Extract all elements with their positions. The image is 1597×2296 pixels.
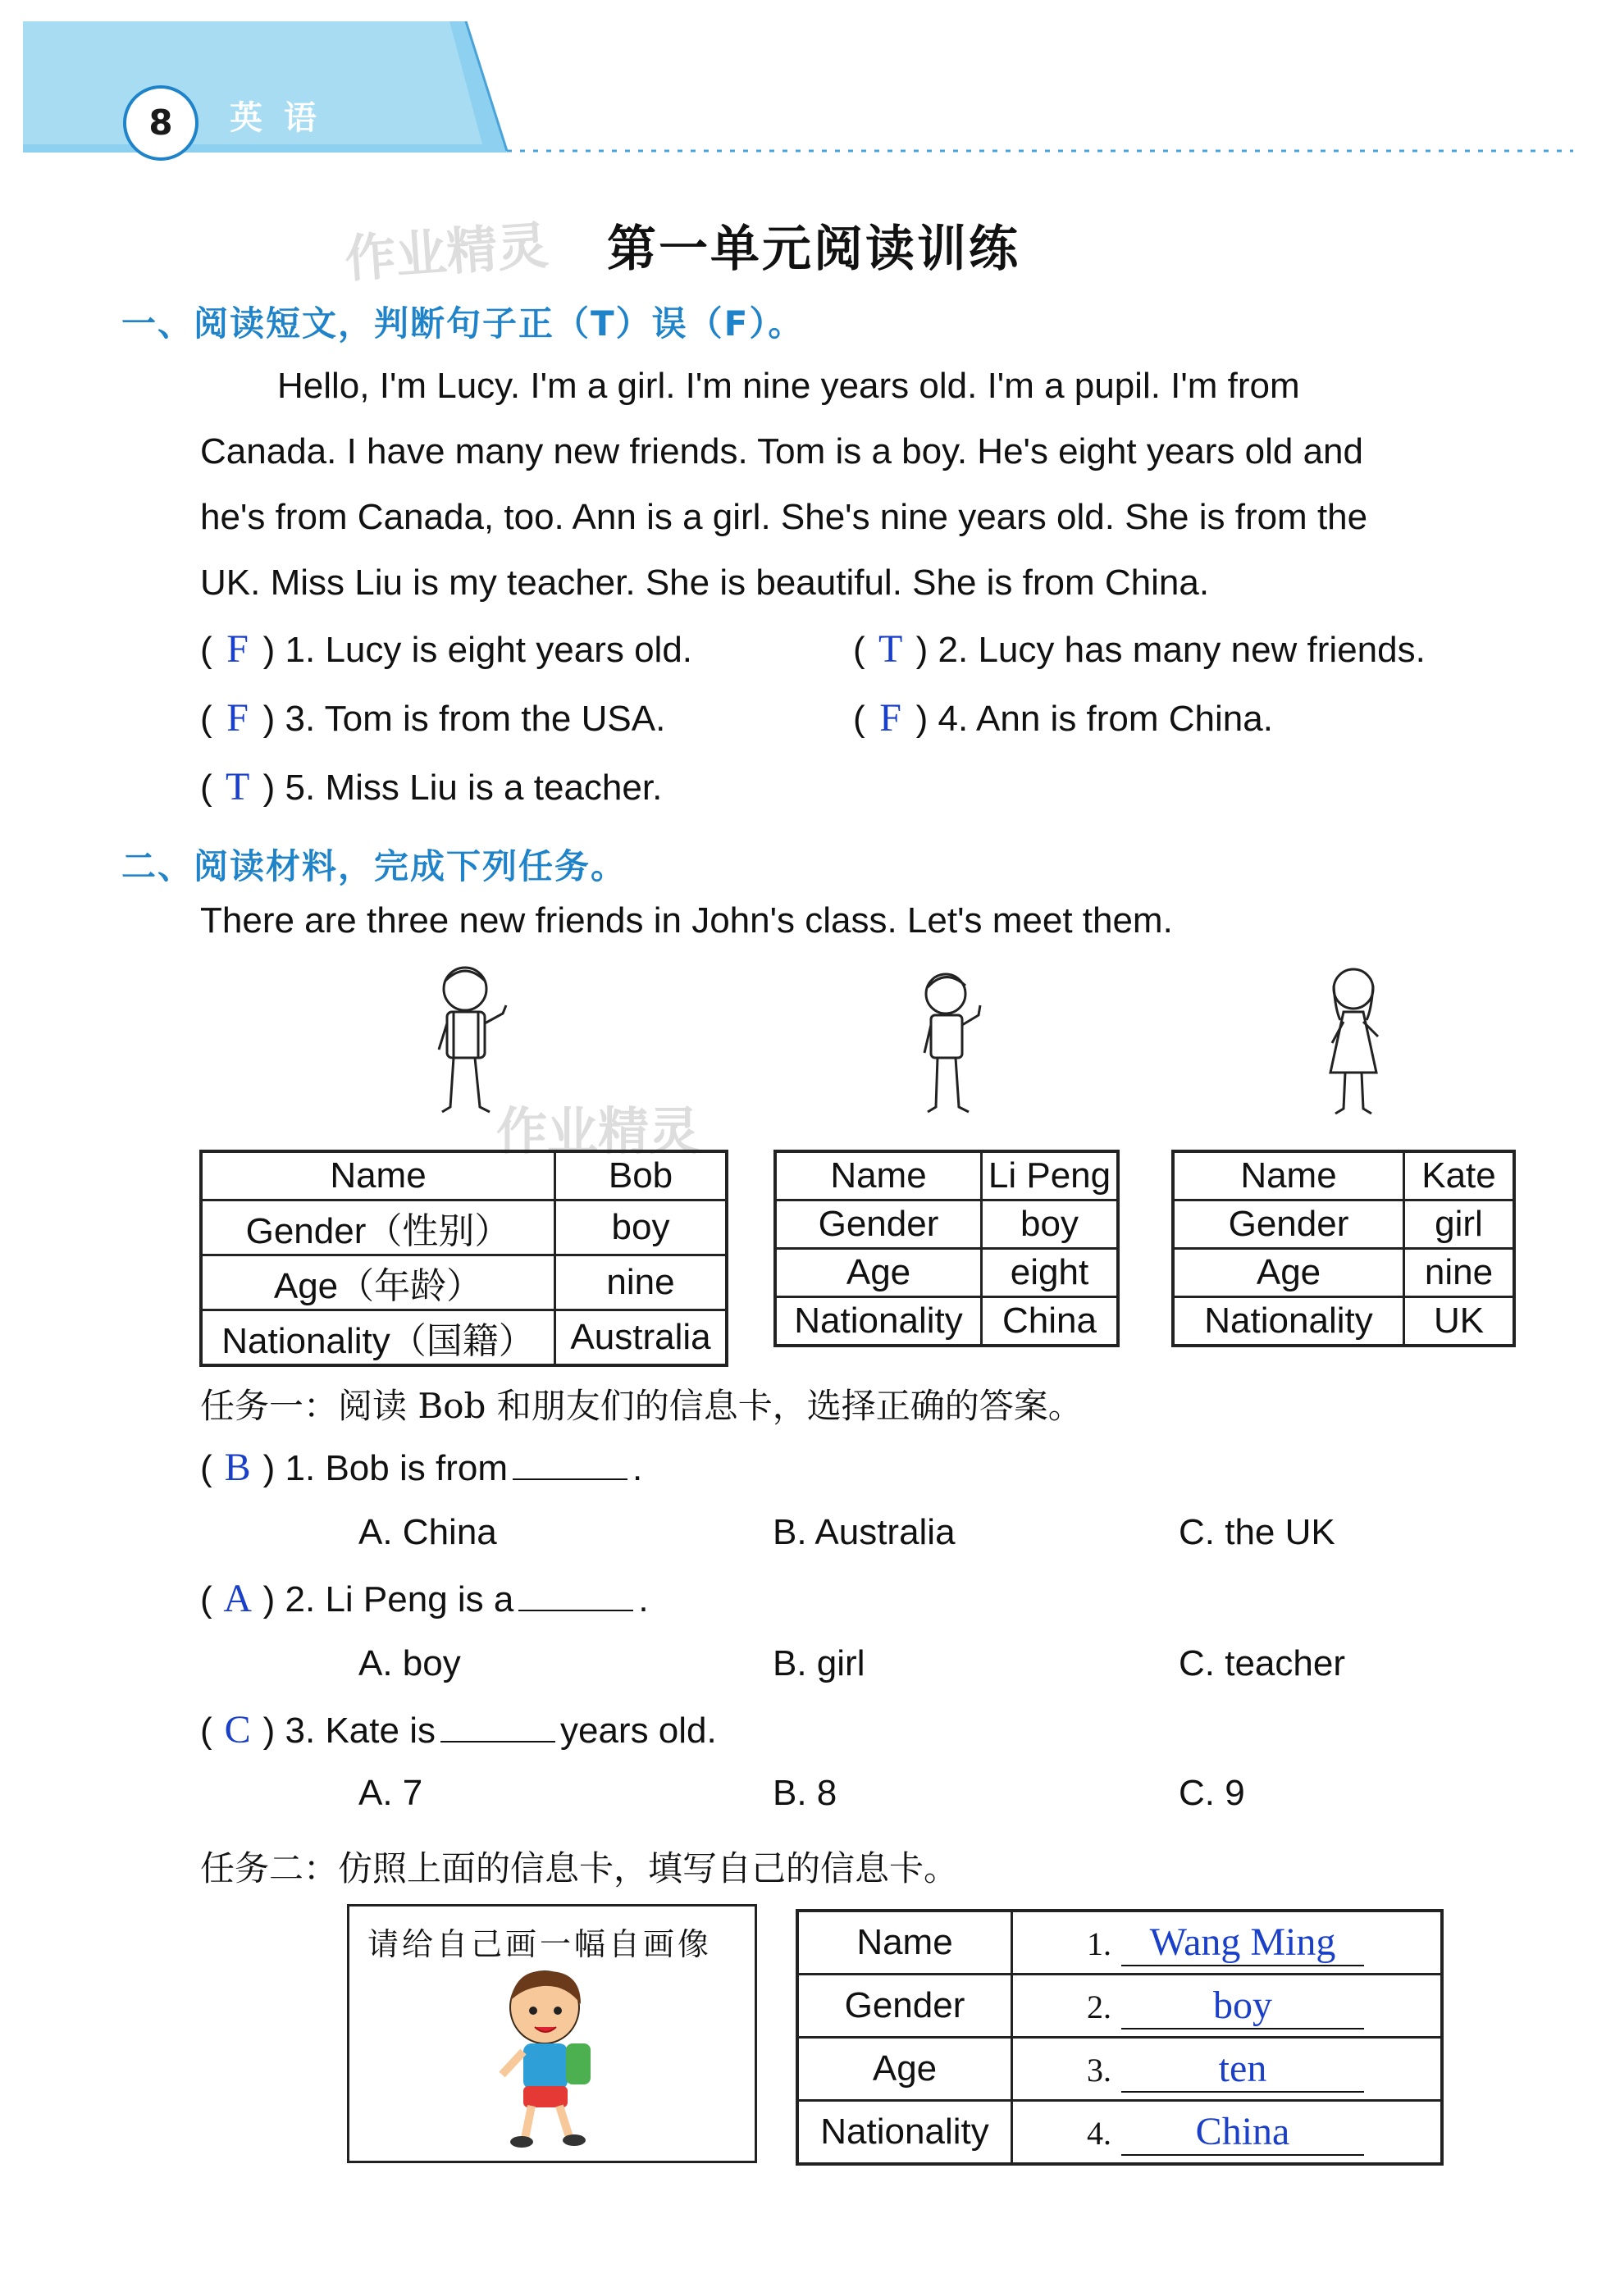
boy-figure-li-peng <box>906 968 997 1123</box>
card-value: China <box>982 1297 1119 1346</box>
my-info-value: boy <box>1121 1983 1364 2029</box>
option: C. teacher <box>1179 1643 1345 1683</box>
option: C. 9 <box>1179 1773 1245 1813</box>
passage-line: UK. Miss Liu is my teacher. She is beautiful. She is from China. <box>200 563 1210 603</box>
intro-text: There are three new friends in John's class. Let's meet them. <box>200 900 1173 941</box>
option: A. 7 <box>358 1773 423 1813</box>
answer-blank <box>518 1582 633 1611</box>
tf-question: ( T ) 5. Miss Liu is a teacher. <box>200 765 663 809</box>
card-value: boy <box>982 1200 1119 1249</box>
passage-line: he's from Canada, too. Ann is a girl. She's nine years old. She is from the <box>200 497 1368 537</box>
answer-mark: B <box>224 1446 251 1489</box>
card-label: Nationality <box>1173 1297 1404 1346</box>
self-portrait-label: 请给自己画一幅自画像 <box>367 1926 713 1962</box>
tf-question: ( F ) 4. Ann is from China. <box>853 696 1273 740</box>
boy-figure-bob <box>414 959 521 1123</box>
card-value: Li Peng <box>982 1151 1119 1200</box>
info-card-li-peng <box>773 1150 1120 1347</box>
my-info-label: Name <box>797 1911 1012 1975</box>
task-label: 任务一：阅读 Bob 和朋友们的信息卡，选择正确的答案。 <box>200 1386 1083 1426</box>
card-label: Nationality（国籍） <box>201 1310 555 1366</box>
answer-mark: F <box>226 627 249 671</box>
task-label: 任务二：仿照上面的信息卡，填写自己的信息卡。 <box>200 1848 959 1888</box>
card-label: Age <box>775 1249 982 1297</box>
option: A. China <box>358 1512 497 1552</box>
card-label: Gender <box>775 1200 982 1249</box>
option: B. Australia <box>773 1512 956 1552</box>
my-info-value: Wang Ming <box>1121 1920 1364 1966</box>
info-card-bob <box>199 1150 728 1367</box>
tf-question: ( F ) 1. Lucy is eight years old. <box>200 627 693 671</box>
card-label: Name <box>775 1151 982 1200</box>
card-value: Kate <box>1404 1151 1515 1200</box>
card-value: nine <box>555 1255 728 1310</box>
passage-line: Hello, I'm Lucy. I'm a girl. I'm nine years old. I'm a pupil. I'm from <box>277 366 1300 406</box>
my-info-label: Age <box>797 2038 1012 2101</box>
page-title: 第一单元阅读训练 <box>607 221 1020 278</box>
card-value: nine <box>1404 1249 1515 1297</box>
option: C. the UK <box>1179 1512 1335 1552</box>
mc-question: ( B ) 1. Bob is from . <box>200 1446 643 1489</box>
card-label: Name <box>201 1151 555 1200</box>
answer-mark: A <box>223 1577 252 1620</box>
mc-question: ( C ) 3. Kate is years old. <box>200 1708 717 1752</box>
passage-line: Canada. I have many new friends. Tom is a boy. He's eight years old and <box>200 431 1363 472</box>
mc-question: ( A ) 2. Li Peng is a . <box>200 1577 649 1620</box>
subject-label: 英 语 <box>230 99 322 137</box>
watermark: 作业精灵 <box>496 1101 700 1161</box>
card-label: Nationality <box>775 1297 982 1346</box>
watermark: 作业精灵 <box>343 215 550 289</box>
section-heading: 二、阅读材料，完成下列任务。 <box>121 846 627 886</box>
option: B. 8 <box>773 1773 837 1813</box>
card-value: boy <box>555 1200 728 1255</box>
girl-figure-kate <box>1312 961 1394 1125</box>
my-info-card: Name 1. Wang Ming Gender 2. boy Age 3. ten Nationality 4. China <box>796 1909 1444 2166</box>
card-value: girl <box>1404 1200 1515 1249</box>
answer-blank <box>440 1713 555 1742</box>
card-value: Australia <box>555 1310 728 1366</box>
my-info-label: Gender <box>797 1975 1012 2038</box>
card-label: Age <box>1173 1249 1404 1297</box>
my-info-value: ten <box>1121 2046 1364 2093</box>
info-card-kate <box>1171 1150 1516 1347</box>
card-value: UK <box>1404 1297 1515 1346</box>
card-label: Gender（性别） <box>201 1200 555 1255</box>
tf-question: ( T ) 2. Lucy has many new friends. <box>853 627 1426 671</box>
my-info-value: China <box>1121 2109 1364 2156</box>
card-value: Bob <box>555 1151 728 1200</box>
card-label: Age（年龄） <box>201 1255 555 1310</box>
card-label: Gender <box>1173 1200 1404 1249</box>
card-label: Name <box>1173 1151 1404 1200</box>
section-heading: 一、阅读短文，判断句子正（T）误（F）。 <box>121 303 805 344</box>
my-info-label: Nationality <box>797 2101 1012 2165</box>
option: A. boy <box>358 1643 461 1683</box>
card-value: eight <box>982 1249 1119 1297</box>
page-number: 8 <box>123 85 198 161</box>
self-portrait-drawing <box>484 1965 607 2153</box>
answer-mark: T <box>878 627 903 671</box>
answer-mark: F <box>226 696 249 740</box>
answer-blank <box>513 1451 627 1480</box>
answer-mark: T <box>225 765 250 809</box>
answer-mark: C <box>224 1708 251 1752</box>
option: B. girl <box>773 1643 865 1683</box>
answer-mark: F <box>879 696 901 740</box>
tf-question: ( F ) 3. Tom is from the USA. <box>200 696 666 740</box>
